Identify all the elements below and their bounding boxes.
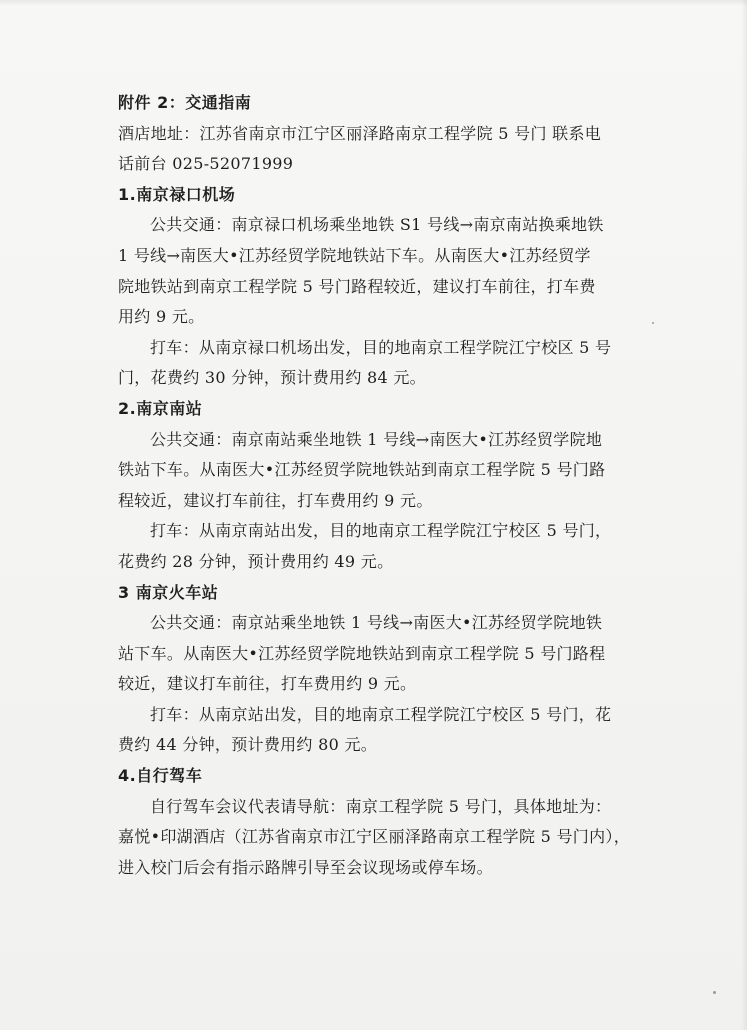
paragraph-line: 打车：从南京禄口机场出发，目的地南京工程学院江宁校区 5 号: [150, 337, 612, 357]
paragraph-line: 打车：从南京南站出发，目的地南京工程学院江宁校区 5 号门，: [150, 521, 612, 541]
paragraph-line: 用约 9 元。: [118, 307, 205, 327]
paragraph-line: 费约 44 分钟，预计费用约 80 元。: [118, 735, 378, 755]
scan-speck: [652, 322, 654, 324]
paragraph-line: 铁站下车。从南医大•江苏经贸学院地铁站到南京工程学院 5 号门路: [118, 460, 606, 480]
paragraph-line: 公共交通：南京站乘坐地铁 1 号线→南医大•江苏经贸学院地铁: [150, 613, 603, 633]
paragraph-line: 嘉悦•印湖酒店（江苏省南京市江宁区丽泽路南京工程学院 5 号门内），: [118, 827, 630, 847]
paragraph-line: 门，花费约 30 分钟，预计费用约 84 元。: [118, 368, 426, 388]
paragraph-line: 院地铁站到南京工程学院 5 号门路程较近，建议打车前往，打车费: [118, 276, 596, 296]
paragraph-line: 自行驾车会议代表请导航：南京工程学院 5 号门，具体地址为：: [150, 796, 612, 816]
scan-speck: [713, 991, 716, 994]
paragraph-line: 站下车。从南医大•江苏经贸学院地铁站到南京工程学院 5 号门路程: [118, 643, 606, 663]
section-heading-south-station: 2.南京南站: [118, 398, 203, 418]
paragraph-line: 公共交通：南京禄口机场乘坐地铁 S1 号线→南京南站换乘地铁: [150, 215, 604, 235]
document-title: 附件 2：交通指南: [118, 93, 252, 112]
scan-shadow-top: [0, 0, 747, 6]
paragraph-line: 打车：从南京站出发，目的地南京工程学院江宁校区 5 号门，花: [150, 704, 612, 724]
paragraph-line: 进入校门后会有指示路牌引导至会议现场或停车场。: [118, 857, 493, 877]
paragraph-line: 1 号线→南医大•江苏经贸学院地铁站下车。从南医大•江苏经贸学: [118, 245, 591, 265]
section-heading-self-drive: 4.自行驾车: [118, 766, 203, 786]
hotel-address-line: 酒店地址：江苏省南京市江宁区丽泽路南京工程学院 5 号门 联系电: [118, 123, 602, 143]
scan-shadow-right: [741, 0, 747, 1030]
paragraph-line: 程较近，建议打车前往，打车费用约 9 元。: [118, 490, 433, 510]
paragraph-line: 较近，建议打车前往，打车费用约 9 元。: [118, 674, 417, 694]
paragraph-line: 花费约 28 分钟，预计费用约 49 元。: [118, 551, 394, 571]
paragraph-line: 公共交通：南京南站乘坐地铁 1 号线→南医大•江苏经贸学院地: [150, 429, 603, 449]
document-body: [118, 88, 658, 883]
hotel-address-line: 话前台 025-52071999: [118, 154, 294, 174]
section-heading-railway-station: 3 南京火车站: [118, 582, 219, 602]
section-heading-airport: 1.南京禄口机场: [118, 184, 236, 204]
